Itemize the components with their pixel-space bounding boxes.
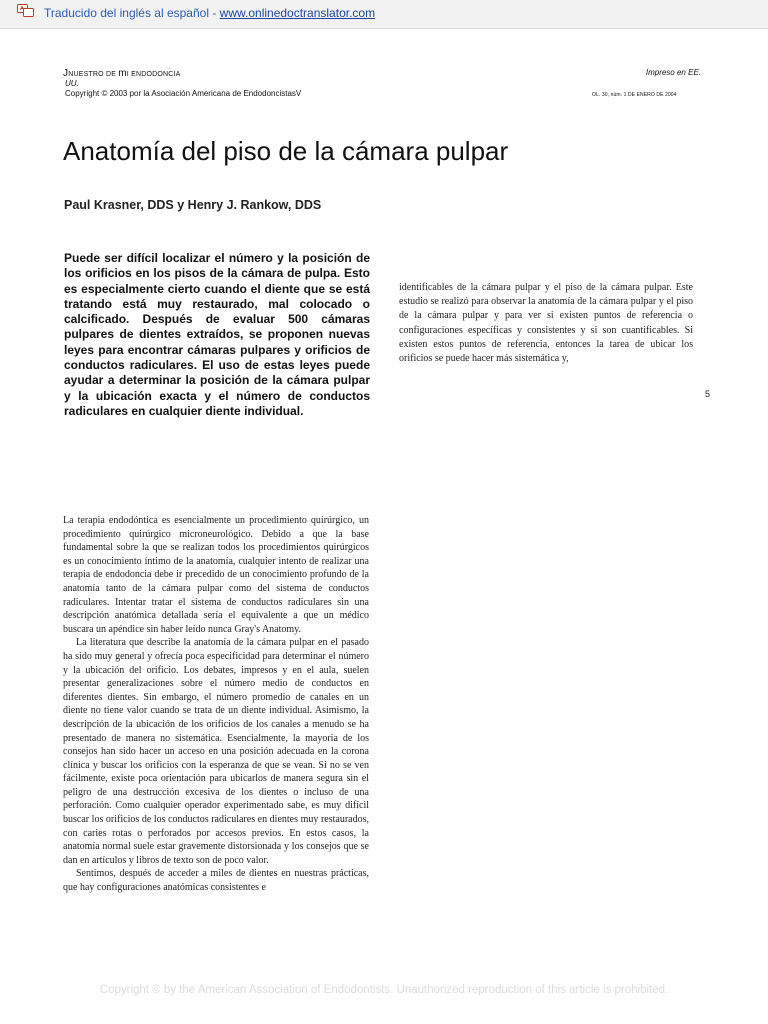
body-paragraph: Sentimos, después de acceder a miles de dientes en nuestras prácticas, que hay configuraciones anatómicas consistentes e (63, 868, 369, 894)
translate-icon[interactable] (17, 4, 35, 18)
article-authors: Paul Krasner, DDS y Henry J. Rankow, DDS (64, 198, 322, 212)
translator-link[interactable]: www.onlinedoctranslator.com (219, 6, 376, 20)
body-paragraph: La terapia endodóntica es esencialmente un procedimiento quirúrgico, un procedimiento quirúrgico microneurológico. Debido a que la base fundamental sobre la que se realizan todos los procedimientos quirúrgicos es un conocimiento íntimo de la anatomía, cualquier intento de realizar una terapia de endodoncia debe ir precedido de un conocimiento profundo de la anatomía tanto de la cámara pulpar como del sistema de conductos radiculares. Intentar tratar el sistema de conductos radiculares sin una descripción anatómica detallada sería el equivalente a que un médico buscara un apéndice sin haber leído nunca Gray's Anatomy. (63, 515, 369, 635)
translator-label: Traducido del inglés al español - www.onlinedoctranslator.com (44, 6, 376, 20)
printed-in: Impreso en EE. (645, 68, 701, 77)
copyright-watermark: Copyright © by the American Association of Endodontists. Unauthorized reproduction of this article is prohibited. (99, 984, 669, 996)
right-column-text: identificables de la cámara pulpar y el piso de la cámara pulpar. Este estudio se realizó para observar la anatomía de la cámara pulpar y el piso de la cámara pulpar y para ver si existen puntos de referencia o configuraciones específicas y consistentes y si son cuantificables. Si existen estos puntos de referencia, entonces la tarea de ubicar los orificios se puede hacer más sistemática y, (399, 282, 693, 365)
page-number: 5 (705, 389, 711, 399)
copyright-line: Copyright © 2003 por la Asociación Americana de EndodoncistasV (65, 89, 302, 98)
body-column (63, 514, 369, 895)
translator-bar (0, 0, 768, 29)
journal-name: JNUESTRO DE mI ENDODONCIA (63, 68, 181, 79)
abstract: Puede ser difícil localizar el número y la posición de los orificios en los pisos de la cámara de pulpa. Esto es especialmente cierto cuando el diente que se está tratando está muy restaurado, mal colocado o calcificado. Después de evaluar 500 cámaras pulpares de dientes extraídos, se proponen nuevas leyes para encontrar cámaras pulpares y orificios de conductos radiculares. El uso de estas leyes puede ayudar a determinar la posición de la cámara pulpar y la ubicación exacta y el número de conductos radiculares en cualquier diente individual. (64, 251, 370, 418)
volume-info: OL. 30, núm. 1 DE ENERO DE 2004 (592, 92, 677, 98)
article-title: Anatomía del piso de la cámara pulpar (63, 136, 509, 166)
body-paragraph: La literatura que describe la anatomía de la cámara pulpar en el pasado ha sido muy general y ofrecía poca especificidad para determinar el número y la ubicación del orificio. Los debates, impresos y en el aula, suelen presentar generalizaciones sobre el número medio de conductos en diferentes dientes. Sin embargo, el número promedio de canales en un diente no tiene valor cuando se trata de un diente individual. Asimismo, la descripción de la ubicación de los orificios de los canales a menudo se ha presentado de manera no sistemática. Esencialmente, la mayoría de los consejos han sido hacer un acceso en una posición adecuada en la corona clínica y buscar los orificios con la esperanza de que se vean. Si no se ven fácilmente, existe poca orientación para ubicarlos de manera segura sin el peligro de una destrucción excesiva de los dientes o incluso de una perforación. Como cualquier operador experimentado sabe, es muy difícil buscar los orificios de los conductos radiculares en dientes muy restaurados, con caries rotas o perforados por accesos previos. En estos casos, la anatomía normal suele estar gravemente distorsionada y los consejos que se dan en artículos y libros de texto son de poco valor. (63, 637, 369, 866)
journal-country: UU. (65, 79, 79, 88)
